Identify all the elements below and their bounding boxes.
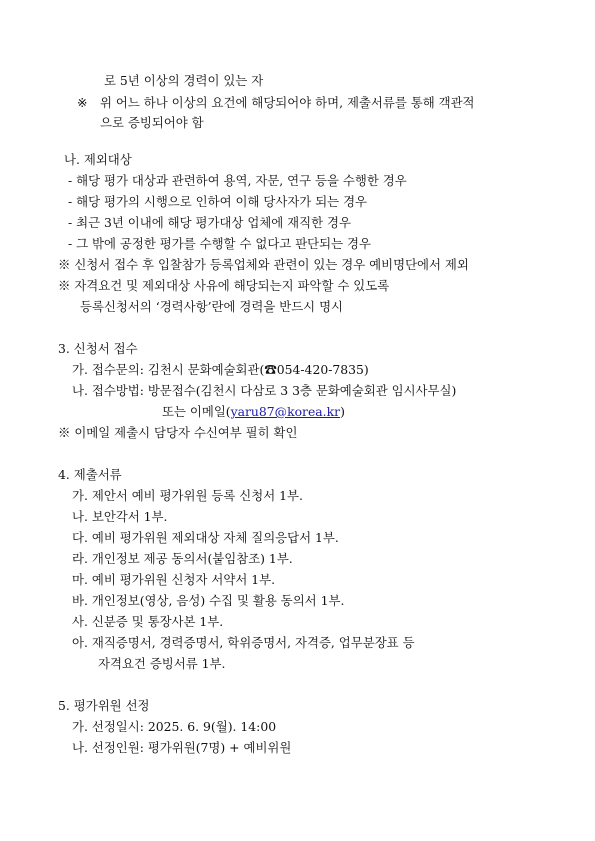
- document-item: 가. 제안서 예비 평가위원 등록 신청서 1부.: [72, 488, 303, 503]
- selection-count: 나. 선정인원: 평가위원(7명) + 예비위원: [72, 740, 292, 755]
- exclusion-item: - 해당 평가의 시행으로 인하여 이해 당사자가 되는 경우: [68, 194, 368, 209]
- exclusion-note-1: ※ 신청서 접수 후 입찰참가 등록업체와 관련이 있는 경우 예비명단에서 제외: [58, 257, 469, 272]
- exclusion-item: - 해당 평가 대상과 관련하여 용역, 자문, 연구 등을 수행한 경우: [68, 173, 407, 188]
- document-item: 다. 예비 평가위원 제외대상 자체 질의응답서 1부.: [72, 530, 339, 545]
- selection-heading: 5. 평가위원 선정: [58, 698, 150, 713]
- qualification-note-line1: 위 어느 하나 이상의 요건에 해당되어야 하며, 제출서류를 통해 객관적: [100, 95, 475, 110]
- reception-heading: 3. 신청서 접수: [58, 341, 138, 356]
- note-mark: ※: [77, 95, 88, 110]
- document-item: 아. 재직증명서, 경력증명서, 학위증명서, 자격증, 업무분장표 등: [72, 635, 415, 650]
- documents-heading: 4. 제출서류: [58, 467, 122, 482]
- reception-email-line: [162, 404, 345, 420]
- exclusion-note-2-line2: 등록신청서의 ‘경력사항’란에 경력을 반드시 명시: [80, 299, 344, 314]
- exclusion-note-2-line1: ※ 자격요건 및 제외대상 사유에 해당되는지 파악할 수 있도록: [58, 278, 390, 293]
- exclusions-heading: 나. 제외대상: [64, 152, 132, 167]
- document-item-continuation: 자격요건 증빙서류 1부.: [98, 656, 226, 671]
- qualification-continuation: 로 5년 이상의 경력이 있는 자: [104, 73, 264, 88]
- document-item: 라. 개인정보 제공 동의서(붙임참조) 1부.: [72, 551, 293, 566]
- reception-note: ※ 이메일 제출시 담당자 수신여부 필히 확인: [58, 425, 298, 440]
- document-item: 나. 보안각서 1부.: [72, 509, 168, 524]
- qualification-note-line2: 으로 증빙되어야 함: [100, 115, 204, 130]
- exclusion-item: - 그 밖에 공정한 평가를 수행할 수 없다고 판단되는 경우: [68, 236, 371, 251]
- document-item: 사. 신분증 및 통장사본 1부.: [72, 614, 224, 629]
- document-item: 바. 개인정보(영상, 음성) 수집 및 활용 동의서 1부.: [72, 593, 345, 608]
- reception-method: 나. 접수방법: 방문접수(김천시 다삼로 3 3층 문화예술회관 임시사무실): [72, 383, 457, 398]
- reception-inquiry: 가. 접수문의: 김천시 문화예술회관(☎054-420-7835): [72, 362, 369, 377]
- email-prefix: 또는 이메일(: [162, 404, 231, 419]
- selection-date: 가. 선정일시: 2025. 6. 9(월). 14:00: [72, 719, 277, 734]
- email-link[interactable]: yaru87@korea.kr: [230, 404, 341, 419]
- document-item: 마. 예비 평가위원 신청자 서약서 1부.: [72, 572, 276, 587]
- exclusion-item: - 최근 3년 이내에 해당 평가대상 업체에 재직한 경우: [68, 215, 351, 230]
- email-suffix: ): [340, 404, 345, 419]
